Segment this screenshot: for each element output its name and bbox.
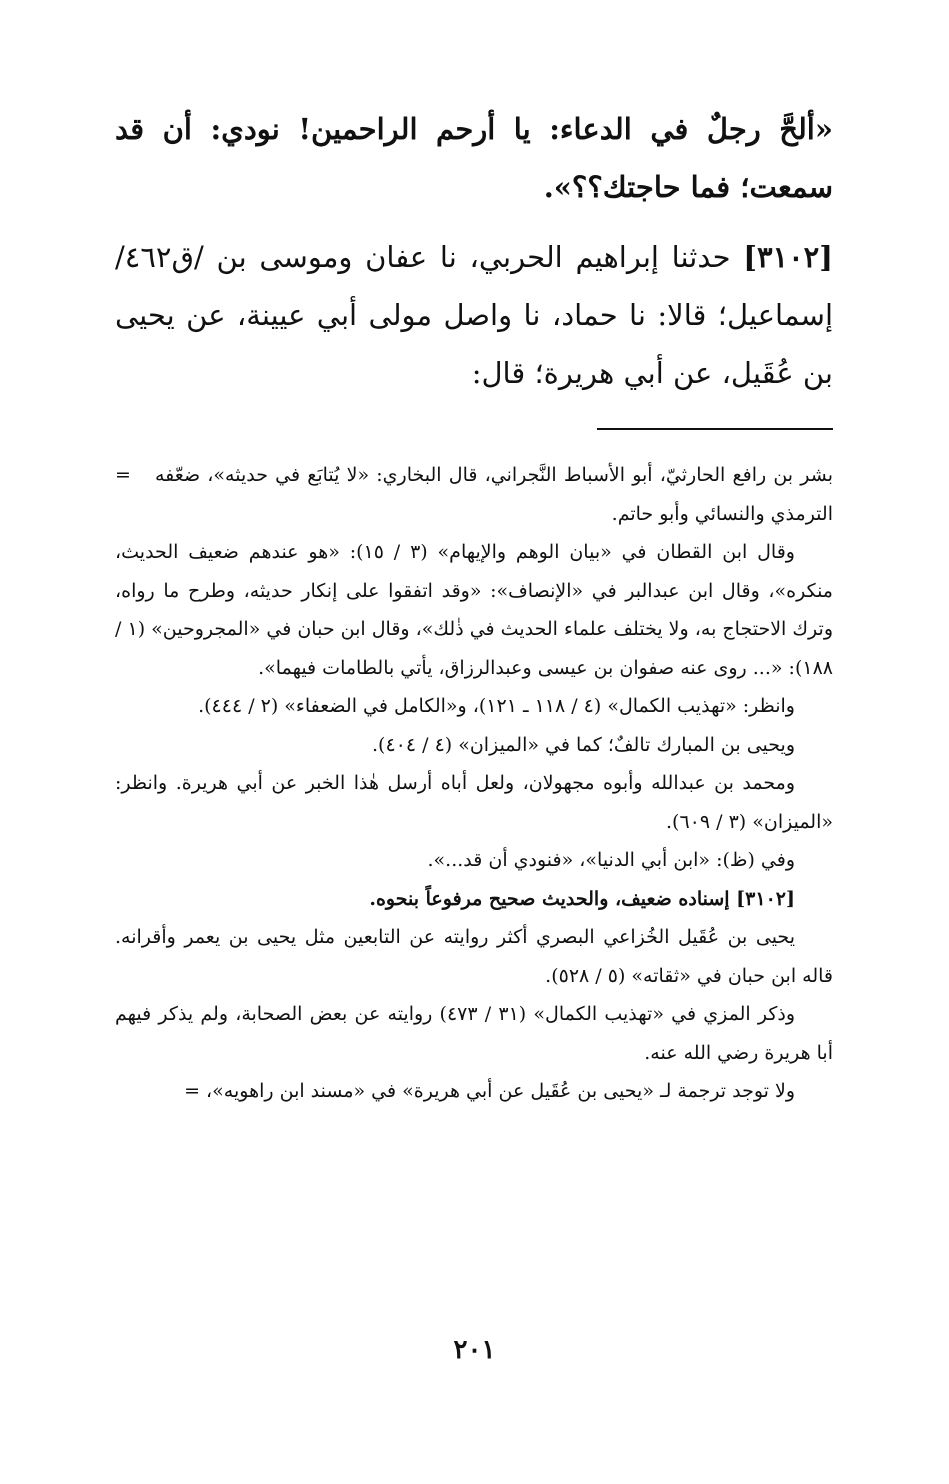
footnote-paragraph: ومحمد بن عبدالله وأبوه مجهولان، ولعل أباه أرسل هٰذا الخبر عن أبي هريرة. وانظر: «الميزان» (٣ / ٦٠٩).	[115, 772, 833, 833]
footnote-paragraph	[115, 456, 833, 533]
quoted-hadith-text: «ألحَّ رجلٌ في الدعاء: يا أرحم الراحمين! نودي: أن قد سمعت؛ فما حاجتك؟؟».	[115, 112, 833, 204]
footnote-paragraph: ويحيى بن المبارك تالفٌ؛ كما في «الميزان» (٤ / ٤٠٤).	[372, 733, 795, 756]
footnote-paragraph: وانظر: «تهذيب الكمال» (٤ / ١١٨ ـ ١٢١)، و«الكامل في الضعفاء» (٢ / ٤٤٤).	[198, 695, 795, 717]
footnote-paragraph: ولا توجد ترجمة لـ «يحيى بن عُقَيل عن أبي هريرة» في «مسند ابن راهويه»، =	[184, 1080, 795, 1102]
footnote-hadith-grading: [٣١٠٢] إسناده ضعيف، والحديث صحيح مرفوعاً بنحوه.	[369, 887, 795, 910]
hadith-paragraph	[115, 228, 833, 402]
footnote-paragraph: وذكر المزي في «تهذيب الكمال» (٣١ / ٤٧٣) روايته عن بعض الصحابة، ولم يذكر فيهم أبا هريرة رضي الله عنه.	[115, 1003, 833, 1064]
hadith-number: [٣١٠٢]	[743, 240, 833, 274]
page-number: ٢٠١	[453, 1335, 496, 1365]
footnotes-section	[115, 456, 833, 1111]
continuation-mark: =	[115, 464, 131, 486]
hadith-chain-text: حدثنا إبراهيم الحربي، نا عفان وموسى بن /ق٤٦٢/ إسماعيل؛ قالا: نا حماد، نا واصل مولى أبي عيينة، عن يحيى بن عُقَيل، عن أبي هريرة؛ قال:	[115, 240, 833, 390]
footnote-paragraph: وفي (ظ): «ابن أبي الدنيا»، «فنودي أن قد...».	[427, 849, 795, 871]
footnote-paragraph: يحيى بن عُقَيل الخُزاعي البصري أكثر روايته عن التابعين مثل يحيى بن يعمر وأقرانه. قاله ابن حبان في «ثقاته» (٥ / ٥٢٨).	[115, 926, 833, 987]
footnote-text: بشر بن رافع الحارثيّ، أبو الأسباط النَّجراني، قال البخاري: «لا يُتابَع في حديثه»، ضعّفه الترمذي والنسائي وأبو حاتم.	[155, 464, 833, 525]
footnote-divider	[597, 428, 833, 430]
footnote-paragraph: وقال ابن القطان في «بيان الوهم والإيهام» (٣ / ١٥): «هو عندهم ضعيف الحديث، منكره»، وقال ابن عبدالبر في «الإنصاف»: «وقد اتفقوا على إنكار حديثه، وطرح ما رواه، وترك الاحتجاج به، ولا يختلف علماء الحديث في ذٰلك»، وقال ابن حبان في «المجروحين» (١ / ١٨٨): «... روى عنه صفوان بن عيسى وعبدالرزاق، يأتي بالطامات فيهما».	[115, 541, 833, 679]
